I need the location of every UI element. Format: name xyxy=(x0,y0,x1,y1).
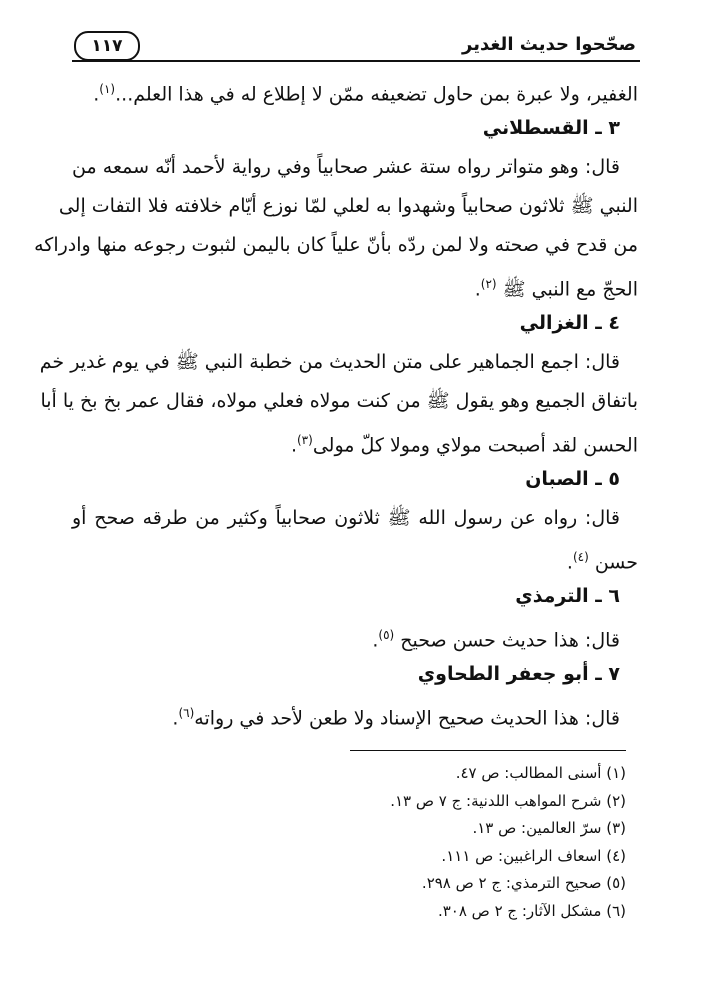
text-line: الغفير، ولا عبرة بمن حاول تضعيفه ممّن لا إطلاع له في هذا العلم...$^{(١)}$. xyxy=(93,82,638,106)
footnote-item: (٥) صحيح الترمذي: ج ٢ ص ٢٩٨. xyxy=(421,874,626,892)
footnote-item: (٣) سرّ العالمين: ص ١٣. xyxy=(472,819,626,837)
footnote-item: (٦) مشكل الآثار: ج ٢ ص ٣٠٨. xyxy=(437,901,626,920)
section-heading-tirmidhi: ٦ ـ الترمذي xyxy=(515,585,620,607)
main-text xyxy=(34,70,638,733)
footnote-separator xyxy=(350,750,626,751)
running-header xyxy=(72,30,640,64)
section-heading-sabban: ٥ ـ الصبان xyxy=(525,468,620,490)
text-line: قال: هذا حديث حسن صحيح $^{(٥)}$. xyxy=(372,628,620,652)
text-line: من قدح في صحته ولا لمن ردّه بأنّ علياً كان باليمن لثبوت رجوعه منها وادراكه xyxy=(34,234,638,256)
footnote-item: (٢) شرح المواهب اللدنية: ج ٧ ص ١٣. xyxy=(390,791,626,810)
section-heading-qastallani: ٣ ـ القسطلاني xyxy=(482,117,620,139)
text-line: قال: رواه عن رسول الله ﷺ ثلاثون صحابياً وكثير من طرقه صحح أو xyxy=(72,507,620,529)
text-line: قال: هذا الحديث صحيح الإسناد ولا طعن لأحد في رواته$^{(٦)}$. xyxy=(172,706,620,730)
footnote-ref: (١) xyxy=(99,82,116,96)
header-rule xyxy=(72,60,640,62)
footnote-item: (٤) اسعاف الراغبين: ص ١١١. xyxy=(441,846,626,865)
text-line: قال: اجمع الجماهير على متن الحديث من خطبة النبي ﷺ في يوم غدير خم xyxy=(39,351,620,373)
footnote-ref: (٥) xyxy=(378,628,395,642)
text-line: قال: وهو متواتر رواه ستة عشر صحابياً وفي رواية لأحمد أنّه سمعه من xyxy=(72,156,620,178)
text-line: باتفاق الجميع وهو يقول ﷺ من كنت مولاه فعلي مولاه، فقال عمر بخ بخ يا أبا xyxy=(40,390,638,412)
text-line: النبي ﷺ ثلاثون صحابياً وشهدوا به لعلي لمّا نوزع أيّام خلافته فلا التفات إلى xyxy=(58,195,638,217)
footnote-ref: (٦) xyxy=(178,706,195,720)
section-heading-ghazali: ٤ ـ الغزالي xyxy=(519,312,620,334)
footnote-ref: (٣) xyxy=(296,433,313,447)
footnote-ref: (٢) xyxy=(480,277,497,291)
running-title: صحّحوا حديث الغدير xyxy=(462,34,636,55)
footnote-item: (١) أسنى المطالب: ص ٤٧. xyxy=(455,764,626,782)
page-number: ١١٧ xyxy=(74,31,140,61)
footnotes xyxy=(266,760,626,925)
footnote-ref: (٤) xyxy=(572,550,589,564)
text-line: الحجّ مع النبي ﷺ $^{(٢)}$. xyxy=(474,277,638,301)
text-line: حسن $^{(٤)}$. xyxy=(566,550,638,574)
section-heading-tahawi: ٧ ـ أبو جعفر الطحاوي xyxy=(417,663,620,685)
text-line: الحسن لقد أصبحت مولاي ومولا كلّ مولى$^{(٣)}$. xyxy=(290,433,638,457)
